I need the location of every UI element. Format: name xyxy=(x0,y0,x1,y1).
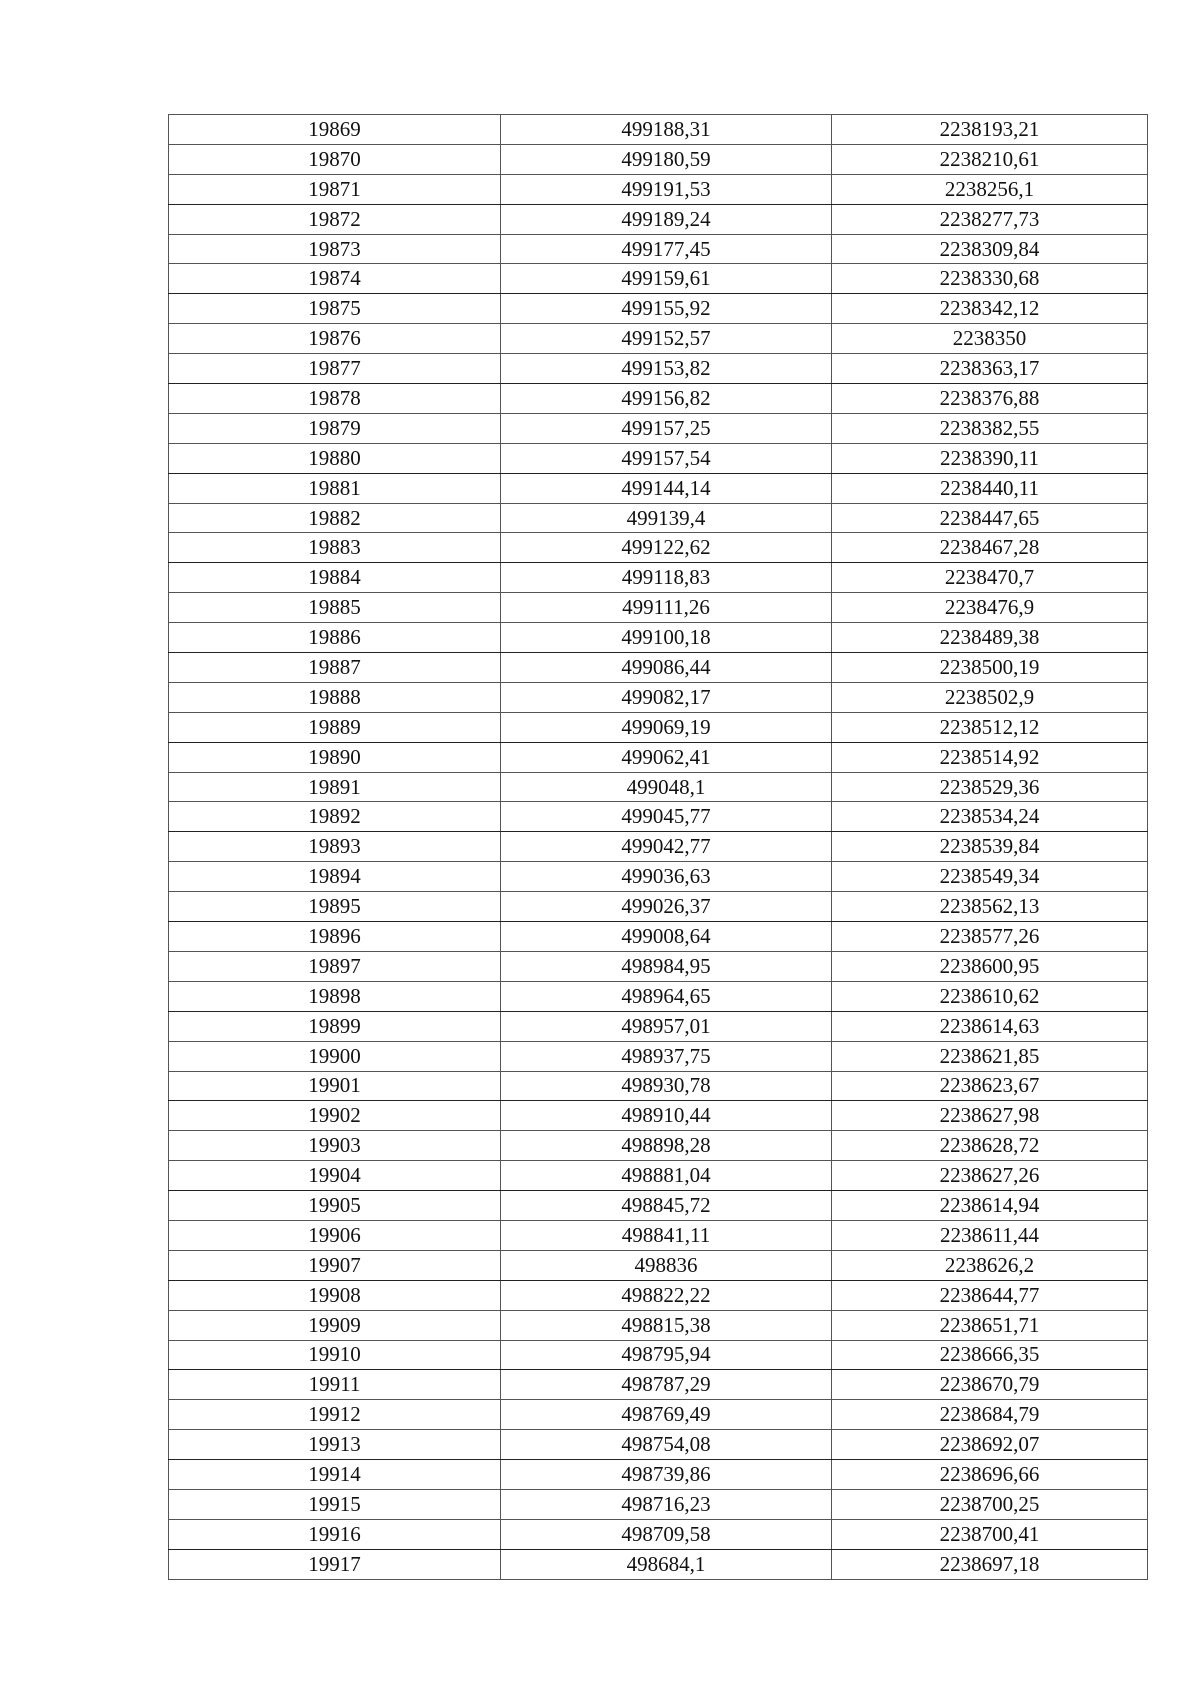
x-coordinate-cell: 498787,29 xyxy=(501,1370,832,1400)
y-coordinate-cell: 2238529,36 xyxy=(832,772,1148,802)
x-coordinate-cell: 498845,72 xyxy=(501,1191,832,1221)
y-coordinate-cell: 2238489,38 xyxy=(832,623,1148,653)
table-row xyxy=(169,473,1148,503)
table-row xyxy=(169,324,1148,354)
point-number-cell: 19872 xyxy=(169,204,501,234)
table-row xyxy=(169,1430,1148,1460)
point-number-cell: 19891 xyxy=(169,772,501,802)
y-coordinate-cell: 2238684,79 xyxy=(832,1400,1148,1430)
x-coordinate-cell: 498836 xyxy=(501,1250,832,1280)
y-coordinate-cell: 2238697,18 xyxy=(832,1549,1148,1579)
x-coordinate-cell: 498937,75 xyxy=(501,1041,832,1071)
point-number-cell: 19882 xyxy=(169,503,501,533)
y-coordinate-cell: 2238627,98 xyxy=(832,1101,1148,1131)
point-number-cell: 19898 xyxy=(169,981,501,1011)
table-row xyxy=(169,354,1148,384)
x-coordinate-cell: 499188,31 xyxy=(501,115,832,145)
point-number-cell: 19878 xyxy=(169,384,501,414)
table-row xyxy=(169,712,1148,742)
point-number-cell: 19886 xyxy=(169,623,501,653)
x-coordinate-cell: 499086,44 xyxy=(501,653,832,683)
table-row xyxy=(169,204,1148,234)
y-coordinate-cell: 2238256,1 xyxy=(832,174,1148,204)
y-coordinate-cell: 2238577,26 xyxy=(832,922,1148,952)
coordinates-table xyxy=(168,114,1148,1580)
point-number-cell: 19906 xyxy=(169,1220,501,1250)
x-coordinate-cell: 499191,53 xyxy=(501,174,832,204)
point-number-cell: 19914 xyxy=(169,1460,501,1490)
y-coordinate-cell: 2238562,13 xyxy=(832,892,1148,922)
table-row xyxy=(169,1340,1148,1370)
point-number-cell: 19883 xyxy=(169,533,501,563)
table-row xyxy=(169,922,1148,952)
x-coordinate-cell: 498841,11 xyxy=(501,1220,832,1250)
y-coordinate-cell: 2238277,73 xyxy=(832,204,1148,234)
x-coordinate-cell: 498881,04 xyxy=(501,1161,832,1191)
y-coordinate-cell: 2238623,67 xyxy=(832,1071,1148,1101)
table-row xyxy=(169,1071,1148,1101)
y-coordinate-cell: 2238644,77 xyxy=(832,1280,1148,1310)
table-row xyxy=(169,1310,1148,1340)
table-row xyxy=(169,174,1148,204)
table-row xyxy=(169,1519,1148,1549)
y-coordinate-cell: 2238514,92 xyxy=(832,742,1148,772)
table-row xyxy=(169,802,1148,832)
table-row xyxy=(169,384,1148,414)
x-coordinate-cell: 498822,22 xyxy=(501,1280,832,1310)
y-coordinate-cell: 2238342,12 xyxy=(832,294,1148,324)
table-row xyxy=(169,503,1148,533)
x-coordinate-cell: 499026,37 xyxy=(501,892,832,922)
point-number-cell: 19879 xyxy=(169,413,501,443)
y-coordinate-cell: 2238502,9 xyxy=(832,682,1148,712)
table-row xyxy=(169,832,1148,862)
table-row xyxy=(169,1161,1148,1191)
y-coordinate-cell: 2238692,07 xyxy=(832,1430,1148,1460)
x-coordinate-cell: 499118,83 xyxy=(501,563,832,593)
table-row xyxy=(169,1250,1148,1280)
point-number-cell: 19875 xyxy=(169,294,501,324)
y-coordinate-cell: 2238382,55 xyxy=(832,413,1148,443)
point-number-cell: 19904 xyxy=(169,1161,501,1191)
x-coordinate-cell: 499159,61 xyxy=(501,264,832,294)
x-coordinate-cell: 499157,54 xyxy=(501,443,832,473)
y-coordinate-cell: 2238193,21 xyxy=(832,115,1148,145)
table-row xyxy=(169,682,1148,712)
x-coordinate-cell: 498716,23 xyxy=(501,1489,832,1519)
x-coordinate-cell: 498769,49 xyxy=(501,1400,832,1430)
x-coordinate-cell: 499157,25 xyxy=(501,413,832,443)
y-coordinate-cell: 2238666,35 xyxy=(832,1340,1148,1370)
point-number-cell: 19916 xyxy=(169,1519,501,1549)
x-coordinate-cell: 499180,59 xyxy=(501,144,832,174)
x-coordinate-cell: 499042,77 xyxy=(501,832,832,862)
point-number-cell: 19881 xyxy=(169,473,501,503)
point-number-cell: 19888 xyxy=(169,682,501,712)
point-number-cell: 19897 xyxy=(169,951,501,981)
y-coordinate-cell: 2238350 xyxy=(832,324,1148,354)
table-row xyxy=(169,772,1148,802)
table-row xyxy=(169,1489,1148,1519)
table-row xyxy=(169,563,1148,593)
table-row xyxy=(169,264,1148,294)
point-number-cell: 19887 xyxy=(169,653,501,683)
x-coordinate-cell: 499082,17 xyxy=(501,682,832,712)
y-coordinate-cell: 2238621,85 xyxy=(832,1041,1148,1071)
y-coordinate-cell: 2238210,61 xyxy=(832,144,1148,174)
x-coordinate-cell: 498684,1 xyxy=(501,1549,832,1579)
x-coordinate-cell: 498957,01 xyxy=(501,1011,832,1041)
x-coordinate-cell: 499189,24 xyxy=(501,204,832,234)
x-coordinate-cell: 499156,82 xyxy=(501,384,832,414)
table-row xyxy=(169,1011,1148,1041)
table-row xyxy=(169,1549,1148,1579)
x-coordinate-cell: 498739,86 xyxy=(501,1460,832,1490)
point-number-cell: 19874 xyxy=(169,264,501,294)
y-coordinate-cell: 2238440,11 xyxy=(832,473,1148,503)
point-number-cell: 19892 xyxy=(169,802,501,832)
table-row xyxy=(169,1400,1148,1430)
table-row xyxy=(169,593,1148,623)
point-number-cell: 19900 xyxy=(169,1041,501,1071)
table-row xyxy=(169,1041,1148,1071)
y-coordinate-cell: 2238628,72 xyxy=(832,1131,1148,1161)
y-coordinate-cell: 2238500,19 xyxy=(832,653,1148,683)
x-coordinate-cell: 499144,14 xyxy=(501,473,832,503)
y-coordinate-cell: 2238476,9 xyxy=(832,593,1148,623)
y-coordinate-cell: 2238467,28 xyxy=(832,533,1148,563)
table-row xyxy=(169,533,1148,563)
table-row xyxy=(169,1220,1148,1250)
point-number-cell: 19895 xyxy=(169,892,501,922)
point-number-cell: 19896 xyxy=(169,922,501,952)
point-number-cell: 19880 xyxy=(169,443,501,473)
y-coordinate-cell: 2238539,84 xyxy=(832,832,1148,862)
point-number-cell: 19909 xyxy=(169,1310,501,1340)
point-number-cell: 19899 xyxy=(169,1011,501,1041)
y-coordinate-cell: 2238611,44 xyxy=(832,1220,1148,1250)
x-coordinate-cell: 498795,94 xyxy=(501,1340,832,1370)
x-coordinate-cell: 499122,62 xyxy=(501,533,832,563)
x-coordinate-cell: 498964,65 xyxy=(501,981,832,1011)
point-number-cell: 19901 xyxy=(169,1071,501,1101)
point-number-cell: 19915 xyxy=(169,1489,501,1519)
table-row xyxy=(169,413,1148,443)
table-row xyxy=(169,1460,1148,1490)
point-number-cell: 19905 xyxy=(169,1191,501,1221)
table-row xyxy=(169,1101,1148,1131)
point-number-cell: 19908 xyxy=(169,1280,501,1310)
point-number-cell: 19894 xyxy=(169,862,501,892)
table-row xyxy=(169,294,1148,324)
x-coordinate-cell: 499036,63 xyxy=(501,862,832,892)
table-row xyxy=(169,623,1148,653)
y-coordinate-cell: 2238700,25 xyxy=(832,1489,1148,1519)
table-row xyxy=(169,951,1148,981)
y-coordinate-cell: 2238549,34 xyxy=(832,862,1148,892)
point-number-cell: 19902 xyxy=(169,1101,501,1131)
x-coordinate-cell: 498898,28 xyxy=(501,1131,832,1161)
y-coordinate-cell: 2238614,94 xyxy=(832,1191,1148,1221)
y-coordinate-cell: 2238512,12 xyxy=(832,712,1148,742)
y-coordinate-cell: 2238309,84 xyxy=(832,234,1148,264)
y-coordinate-cell: 2238651,71 xyxy=(832,1310,1148,1340)
point-number-cell: 19889 xyxy=(169,712,501,742)
x-coordinate-cell: 499111,26 xyxy=(501,593,832,623)
point-number-cell: 19893 xyxy=(169,832,501,862)
x-coordinate-cell: 499062,41 xyxy=(501,742,832,772)
x-coordinate-cell: 499152,57 xyxy=(501,324,832,354)
point-number-cell: 19911 xyxy=(169,1370,501,1400)
y-coordinate-cell: 2238626,2 xyxy=(832,1250,1148,1280)
table-row xyxy=(169,1131,1148,1161)
table-row xyxy=(169,234,1148,264)
y-coordinate-cell: 2238470,7 xyxy=(832,563,1148,593)
point-number-cell: 19884 xyxy=(169,563,501,593)
y-coordinate-cell: 2238330,68 xyxy=(832,264,1148,294)
x-coordinate-cell: 499048,1 xyxy=(501,772,832,802)
point-number-cell: 19873 xyxy=(169,234,501,264)
y-coordinate-cell: 2238700,41 xyxy=(832,1519,1148,1549)
point-number-cell: 19890 xyxy=(169,742,501,772)
x-coordinate-cell: 499177,45 xyxy=(501,234,832,264)
x-coordinate-cell: 498910,44 xyxy=(501,1101,832,1131)
point-number-cell: 19913 xyxy=(169,1430,501,1460)
x-coordinate-cell: 498984,95 xyxy=(501,951,832,981)
point-number-cell: 19910 xyxy=(169,1340,501,1370)
point-number-cell: 19907 xyxy=(169,1250,501,1280)
table-row xyxy=(169,1280,1148,1310)
y-coordinate-cell: 2238627,26 xyxy=(832,1161,1148,1191)
y-coordinate-cell: 2238390,11 xyxy=(832,443,1148,473)
table-row xyxy=(169,115,1148,145)
table-row xyxy=(169,443,1148,473)
x-coordinate-cell: 499069,19 xyxy=(501,712,832,742)
point-number-cell: 19917 xyxy=(169,1549,501,1579)
x-coordinate-cell: 498930,78 xyxy=(501,1071,832,1101)
table-row xyxy=(169,742,1148,772)
y-coordinate-cell: 2238696,66 xyxy=(832,1460,1148,1490)
x-coordinate-cell: 499153,82 xyxy=(501,354,832,384)
table-row xyxy=(169,653,1148,683)
coordinates-table-body xyxy=(169,115,1148,1580)
x-coordinate-cell: 499155,92 xyxy=(501,294,832,324)
table-row xyxy=(169,862,1148,892)
x-coordinate-cell: 499045,77 xyxy=(501,802,832,832)
point-number-cell: 19870 xyxy=(169,144,501,174)
y-coordinate-cell: 2238363,17 xyxy=(832,354,1148,384)
table-row xyxy=(169,1370,1148,1400)
x-coordinate-cell: 498815,38 xyxy=(501,1310,832,1340)
point-number-cell: 19903 xyxy=(169,1131,501,1161)
y-coordinate-cell: 2238600,95 xyxy=(832,951,1148,981)
y-coordinate-cell: 2238670,79 xyxy=(832,1370,1148,1400)
point-number-cell: 19877 xyxy=(169,354,501,384)
x-coordinate-cell: 498754,08 xyxy=(501,1430,832,1460)
y-coordinate-cell: 2238614,63 xyxy=(832,1011,1148,1041)
x-coordinate-cell: 499139,4 xyxy=(501,503,832,533)
y-coordinate-cell: 2238610,62 xyxy=(832,981,1148,1011)
point-number-cell: 19885 xyxy=(169,593,501,623)
y-coordinate-cell: 2238447,65 xyxy=(832,503,1148,533)
y-coordinate-cell: 2238534,24 xyxy=(832,802,1148,832)
x-coordinate-cell: 499100,18 xyxy=(501,623,832,653)
table-row xyxy=(169,1191,1148,1221)
point-number-cell: 19869 xyxy=(169,115,501,145)
table-row xyxy=(169,144,1148,174)
x-coordinate-cell: 499008,64 xyxy=(501,922,832,952)
y-coordinate-cell: 2238376,88 xyxy=(832,384,1148,414)
x-coordinate-cell: 498709,58 xyxy=(501,1519,832,1549)
point-number-cell: 19912 xyxy=(169,1400,501,1430)
point-number-cell: 19876 xyxy=(169,324,501,354)
table-row xyxy=(169,981,1148,1011)
point-number-cell: 19871 xyxy=(169,174,501,204)
table-row xyxy=(169,892,1148,922)
